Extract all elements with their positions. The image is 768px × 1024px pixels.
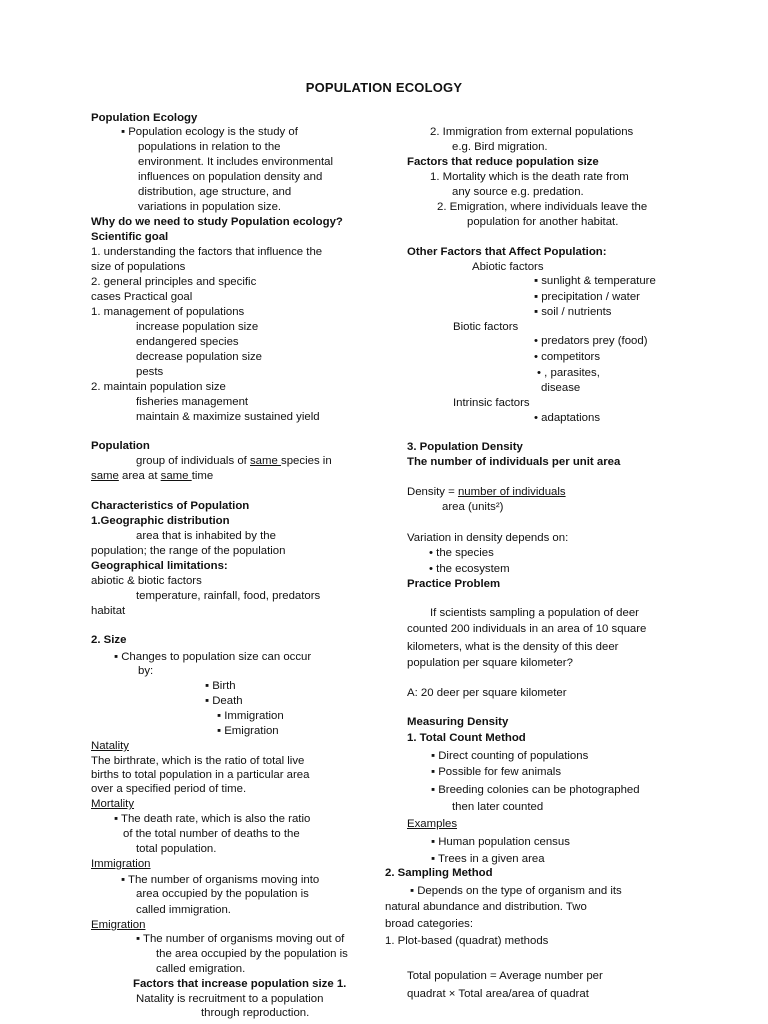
- text-line: temperature, rainfall, food, predators: [136, 590, 321, 602]
- text-line: • the species: [429, 547, 494, 559]
- text-line: of the total number of deaths to the: [123, 828, 300, 840]
- text-line: Population: [91, 440, 150, 452]
- text-segment: number of individuals: [457, 486, 566, 498]
- text-line: • competitors: [534, 351, 601, 363]
- text-line: 2. Immigration from external populations: [430, 126, 634, 138]
- text-line: • predators prey (food): [534, 335, 648, 347]
- text-line: ▪ Direct counting of populations: [431, 750, 589, 762]
- text-line: ▪ Birth: [205, 680, 236, 692]
- text-segment: area at: [118, 470, 161, 482]
- text-line: [91, 469, 213, 483]
- text-line: ▪ Depends on the type of organism and its: [410, 885, 622, 897]
- text-segment: group of individuals of: [136, 455, 250, 467]
- text-line: A: 20 deer per square kilometer: [407, 687, 567, 699]
- text-line: Geographical limitations:: [91, 560, 228, 572]
- text-line: • the ecosystem: [429, 563, 510, 575]
- text-line: ▪ Death: [205, 695, 243, 707]
- text-line: Natality: [91, 740, 129, 752]
- text-line: populations in relation to the: [138, 141, 281, 153]
- text-line: distribution, age structure, and: [138, 186, 292, 198]
- text-line: e.g. Bird migration.: [452, 141, 548, 153]
- text-line: maintain & maximize sustained yield: [136, 411, 320, 423]
- text-line: then later counted: [452, 801, 544, 813]
- text-line: abiotic & biotic factors: [91, 575, 202, 587]
- text-line: 2. Size: [91, 634, 127, 646]
- text-segment: Density =: [407, 486, 458, 498]
- text-line: any source e.g. predation.: [452, 186, 584, 198]
- text-line: increase population size: [136, 321, 259, 333]
- text-line: variations in population size.: [138, 201, 282, 213]
- text-line: ▪ Human population census: [431, 836, 570, 848]
- text-line: ▪ precipitation / water: [534, 291, 640, 303]
- text-line: quadrat × Total area/area of quadrat: [407, 988, 589, 1000]
- text-line: Variation in density depends on:: [407, 532, 569, 544]
- text-line: endangered species: [136, 336, 239, 348]
- text-line: ▪ Immigration: [217, 710, 284, 722]
- text-line: Practice Problem: [407, 578, 501, 590]
- text-line: 1. understanding the factors that influence the: [91, 246, 323, 258]
- text-line: population; the range of the population: [91, 545, 286, 557]
- text-line: Measuring Density: [407, 716, 509, 728]
- text-line: called emigration.: [156, 963, 246, 975]
- text-line: Examples: [407, 818, 458, 830]
- text-line: 1.Geographic distribution: [91, 515, 230, 527]
- text-line: [136, 454, 332, 468]
- text-line: habitat: [91, 605, 126, 617]
- text-segment: same: [160, 470, 192, 482]
- text-line: Why do we need to study Population ecology?: [91, 216, 343, 228]
- text-segment: same: [249, 455, 282, 467]
- text-line: Emigration: [91, 919, 146, 931]
- text-line: 2. general principles and specific: [91, 276, 257, 288]
- text-line: [407, 485, 566, 499]
- text-line: 2. Sampling Method: [385, 867, 493, 879]
- text-line: • , parasites,: [537, 367, 600, 379]
- text-segment: time: [191, 470, 214, 482]
- text-line: total population.: [136, 843, 217, 855]
- text-line: area occupied by the population is: [136, 888, 309, 900]
- text-line: The birthrate, which is the ratio of total live: [91, 755, 305, 767]
- text-line: Population Ecology: [91, 112, 198, 124]
- text-line: Intrinsic factors: [453, 397, 530, 409]
- text-line: called immigration.: [136, 904, 231, 916]
- text-line: ▪ The number of organisms moving into: [121, 874, 320, 886]
- text-line: Total population = Average number per: [407, 970, 603, 982]
- text-line: 1. Plot-based (quadrat) methods: [385, 935, 549, 947]
- text-line: If scientists sampling a population of deer: [430, 607, 639, 619]
- text-line: population per square kilometer?: [407, 657, 573, 669]
- text-line: environment. It includes environmental: [138, 156, 334, 168]
- text-line: The number of individuals per unit area: [407, 456, 621, 468]
- text-line: area (units²): [442, 501, 504, 513]
- text-line: Other Factors that Affect Population:: [407, 246, 607, 258]
- text-line: Abiotic factors: [472, 261, 544, 273]
- text-line: 1. management of populations: [91, 306, 245, 318]
- text-line: Immigration: [91, 858, 151, 870]
- text-line: 1. Mortality which is the death rate from: [430, 171, 629, 183]
- text-line: ▪ The death rate, which is also the ratio: [114, 813, 311, 825]
- page-title: POPULATION ECOLOGY: [305, 80, 463, 95]
- text-line: 1. Total Count Method: [407, 732, 526, 744]
- text-line: Biotic factors: [453, 321, 519, 333]
- text-line: 2. Emigration, where individuals leave the: [437, 201, 648, 213]
- text-line: broad categories:: [385, 918, 474, 930]
- text-line: cases Practical goal: [91, 291, 193, 303]
- text-segment: species in: [281, 455, 332, 467]
- text-line: through reproduction.: [201, 1007, 310, 1019]
- text-line: ▪ Breeding colonies can be photographed: [431, 784, 640, 796]
- text-line: ▪ Changes to population size can occur: [114, 651, 312, 663]
- text-line: Characteristics of Population: [91, 500, 250, 512]
- text-line: decrease population size: [136, 351, 263, 363]
- text-line: fisheries management: [136, 396, 249, 408]
- text-line: Scientific goal: [91, 231, 169, 243]
- text-line: ▪ The number of organisms moving out of: [136, 933, 345, 945]
- text-line: Natality is recruitment to a population: [136, 993, 324, 1005]
- text-line: by:: [138, 665, 154, 677]
- text-line: kilometers, what is the density of this deer: [407, 641, 619, 653]
- text-line: Mortality: [91, 798, 135, 810]
- text-line: over a specified period of time.: [91, 783, 247, 795]
- text-line: ▪ Emigration: [217, 725, 279, 737]
- text-line: Factors that reduce population size: [407, 156, 599, 168]
- text-line: ▪ soil / nutrients: [534, 306, 612, 318]
- text-line: Factors that increase population size 1.: [133, 978, 347, 990]
- text-line: the area occupied by the population is: [156, 948, 348, 960]
- text-line: counted 200 individuals in an area of 10 square: [407, 623, 647, 635]
- text-line: ▪ sunlight & temperature: [534, 275, 656, 287]
- text-line: area that is inhabited by the: [136, 530, 276, 542]
- text-line: • adaptations: [534, 412, 601, 424]
- text-line: disease: [541, 382, 581, 394]
- text-line: 3. Population Density: [407, 441, 523, 453]
- text-line: ▪ Population ecology is the study of: [121, 126, 298, 138]
- text-line: size of populations: [91, 261, 186, 273]
- text-line: pests: [136, 366, 164, 378]
- text-line: ▪ Possible for few animals: [431, 766, 562, 778]
- text-line: ▪ Trees in a given area: [431, 853, 545, 865]
- text-line: natural abundance and distribution. Two: [385, 901, 587, 913]
- text-line: population for another habitat.: [467, 216, 619, 228]
- text-line: influences on population density and: [138, 171, 323, 183]
- text-line: 2. maintain population size: [91, 381, 226, 393]
- text-segment: same: [91, 470, 119, 482]
- text-line: births to total population in a particular area: [91, 769, 310, 781]
